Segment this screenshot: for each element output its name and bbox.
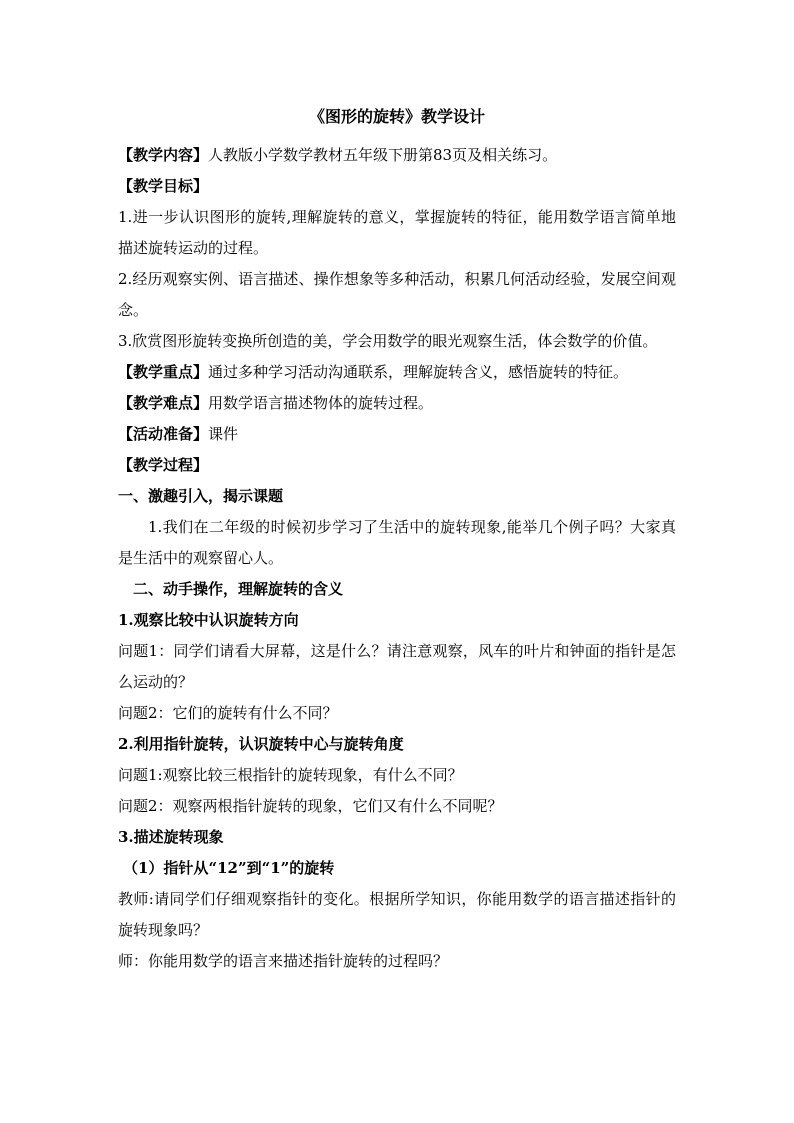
preparation-text: 课件 — [208, 425, 239, 443]
goal-1: 1.进一步认识图形的旋转,理解旋转的意义，掌握旋转的特征，能用数学语言简单地描述旋转运动的过程。 — [118, 208, 676, 257]
key-point-text: 通过多种学习活动沟通联系，理解旋转含义，感悟旋转的特征。 — [208, 363, 629, 381]
difficulty-text: 用数学语言描述物体的旋转过程。 — [208, 394, 434, 412]
preparation-line — [118, 419, 676, 450]
subsection-1-question-2: 问题2：它们的旋转有什么不同？ — [118, 704, 338, 722]
key-point-label: 【教学重点】 — [118, 363, 209, 381]
section-1-paragraph: 1.我们在二年级的时候初步学习了生活中的旋转现象,能举几个例子吗？大家真是生活中的观察留心人。 — [118, 518, 676, 567]
teacher-line-1: 教师:请同学们仔细观察指针的变化。根据所学知识，你能用数学的语言描述指针的旋转现象吗？ — [118, 890, 676, 939]
section-2-heading: 二、动手操作，理解旋转的含义 — [133, 580, 344, 598]
subsection-2-heading: 2.利用指针旋转，认识旋转中心与旋转角度 — [118, 735, 404, 753]
process-label: 【教学过程】 — [118, 456, 209, 474]
key-point-line — [118, 357, 676, 388]
document-title: 《图形的旋转》教学设计 — [308, 107, 485, 126]
difficulty-line — [118, 388, 676, 419]
teaching-content-label: 【教学内容】 — [118, 146, 209, 164]
goal-2: 2.经历观察实例、语言描述、操作想象等多种活动，积累几何活动经验，发展空间观念。 — [118, 270, 676, 319]
teaching-goals-label: 【教学目标】 — [118, 177, 209, 195]
goal-3: 3.欣赏图形旋转变换所创造的美，学会用数学的眼光观察生活，体会数学的价值。 — [118, 332, 658, 350]
subsection-1-heading: 1.观察比较中认识旋转方向 — [118, 611, 299, 629]
preparation-label: 【活动准备】 — [118, 425, 209, 443]
difficulty-label: 【教学难点】 — [118, 394, 209, 412]
teacher-line-2: 师：你能用数学的语言来描述指针旋转的过程吗？ — [118, 952, 449, 970]
teaching-content-text: 人教版小学数学教材五年级下册第83页及相关练习。 — [208, 146, 558, 164]
subsection-2-question-1: 问题1:观察比较三根指针的旋转现象，有什么不同？ — [118, 766, 463, 784]
subsection-3-heading: 3.描述旋转现象 — [118, 828, 224, 846]
subsection-3-1-heading: （1）指针从“12”到“1”的旋转 — [123, 859, 335, 877]
subsection-2-question-2: 问题2：观察两根指针旋转的现象，它们又有什么不同呢？ — [118, 797, 503, 815]
subsection-1-question-1: 问题1：同学们请看大屏幕，这是什么？请注意观察，风车的叶片和钟面的指针是怎么运动的？ — [118, 642, 676, 691]
document-body — [118, 140, 676, 977]
teaching-content-line — [118, 140, 676, 171]
section-1-heading: 一、激趣引入，揭示课题 — [118, 487, 284, 505]
